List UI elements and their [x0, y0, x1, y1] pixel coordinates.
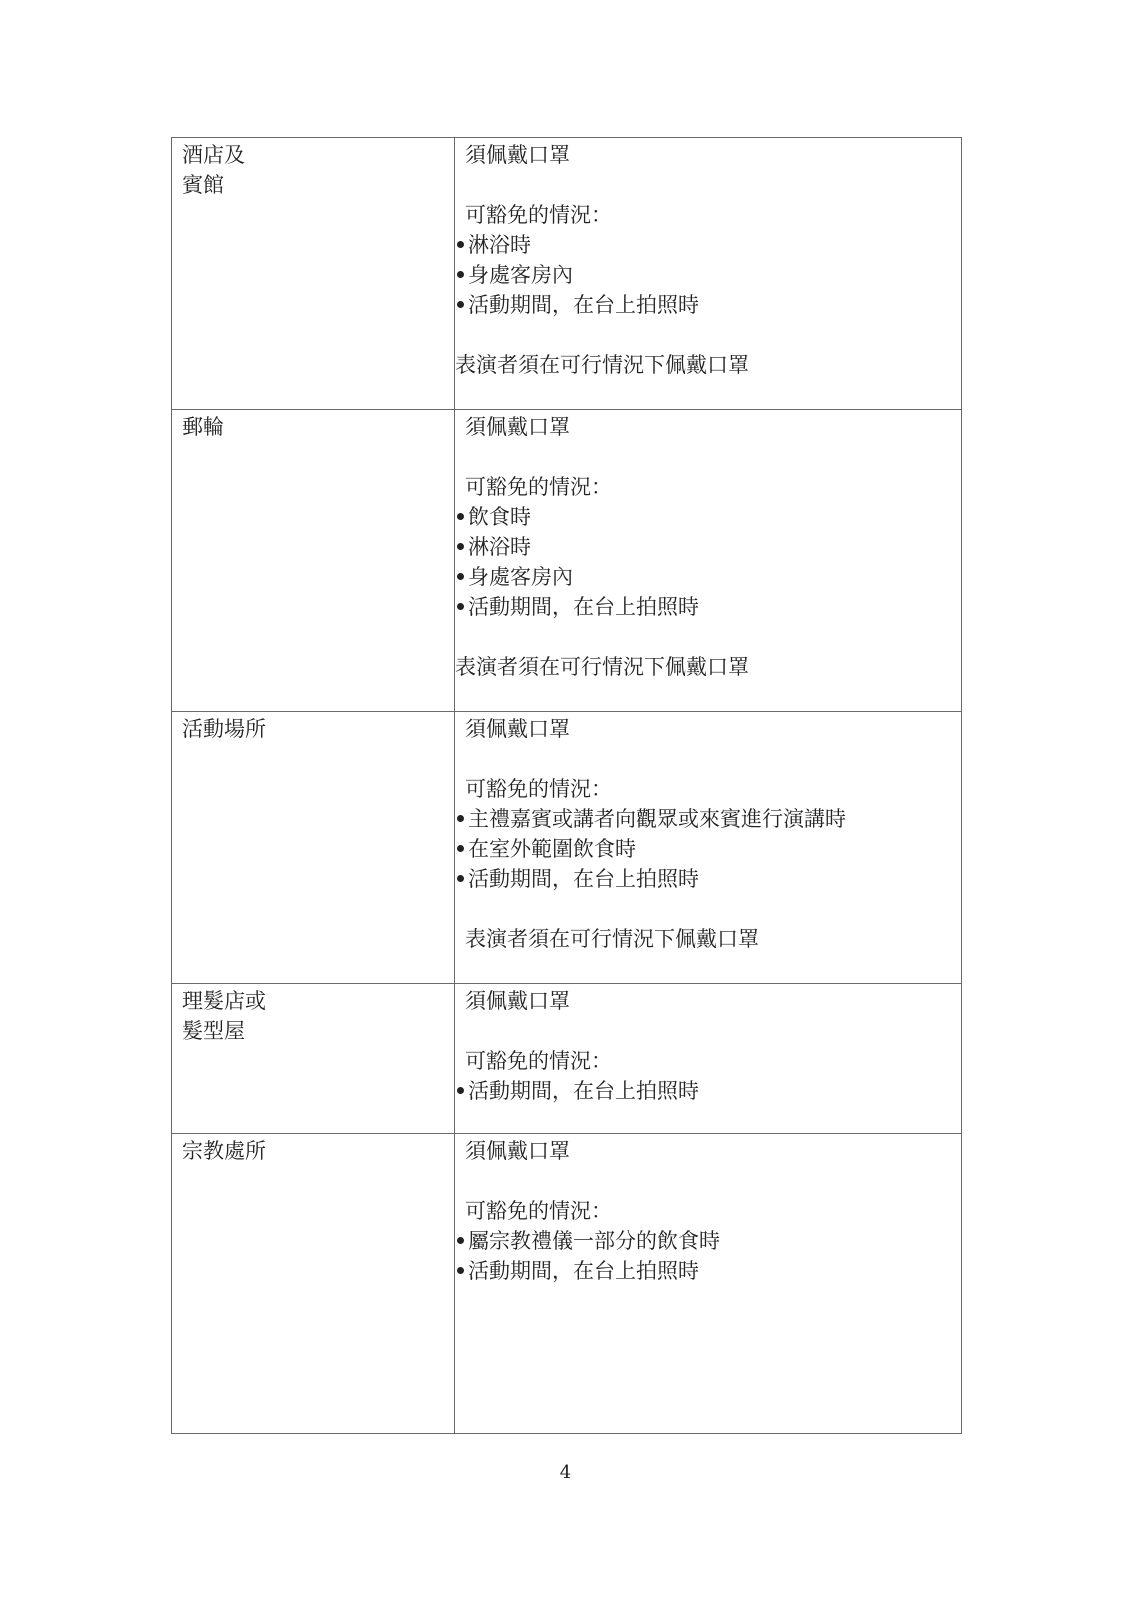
- table-row: [172, 984, 962, 1134]
- venue-cell: [172, 410, 455, 712]
- exemption-text: 活動期間，在台上拍照時: [468, 595, 699, 619]
- mask-requirement-table: [171, 137, 962, 1434]
- exemption-item: [455, 1256, 961, 1286]
- exemption-item: [455, 562, 961, 592]
- exemption-item: [455, 804, 961, 834]
- bullet-icon: [457, 301, 464, 308]
- exemption-text: 淋浴時: [468, 233, 531, 257]
- exemption-text: 淋浴時: [468, 535, 531, 559]
- exemption-item: [455, 230, 961, 260]
- exemption-heading: 可豁免的情況：: [465, 475, 612, 499]
- venue-cell: [172, 712, 455, 984]
- exemption-text: 活動期間，在台上拍照時: [468, 867, 699, 891]
- bullet-icon: [457, 513, 464, 520]
- venue-name-line: 活動場所: [182, 717, 266, 741]
- requirement-cell: [455, 410, 962, 712]
- bullet-icon: [457, 1237, 464, 1244]
- venue-name-line: 郵輪: [182, 415, 224, 439]
- venue-cell: [172, 1134, 455, 1434]
- exemption-heading: 可豁免的情況：: [465, 203, 612, 227]
- exemption-heading: 可豁免的情況：: [465, 777, 612, 801]
- exemption-text: 活動期間，在台上拍照時: [468, 1079, 699, 1103]
- requirement-text: 須佩戴口罩: [465, 143, 570, 167]
- requirement-cell: [455, 712, 962, 984]
- requirement-cell: [455, 1134, 962, 1434]
- exemption-item: [455, 1076, 961, 1106]
- venue-name-line: 宗教處所: [182, 1139, 266, 1163]
- exemption-item: [455, 864, 961, 894]
- exemption-text: 身處客房內: [468, 263, 573, 287]
- bullet-icon: [457, 815, 464, 822]
- exemption-text: 在室外範圍飲食時: [468, 837, 636, 861]
- table-row: [172, 410, 962, 712]
- requirement-text: 須佩戴口罩: [465, 415, 570, 439]
- exemption-text: 活動期間，在台上拍照時: [468, 1259, 699, 1283]
- exemption-item: [455, 290, 961, 320]
- venue-name-line: 賓館: [182, 173, 224, 197]
- exemption-item: [455, 532, 961, 562]
- bullet-icon: [457, 845, 464, 852]
- venue-name-line: 酒店及: [182, 143, 245, 167]
- exemption-item: [455, 502, 961, 532]
- exemption-item: [455, 1226, 961, 1256]
- page-number: 4: [559, 1462, 572, 1483]
- exemption-item: [455, 834, 961, 864]
- bullet-icon: [457, 271, 464, 278]
- bullet-icon: [457, 1267, 464, 1274]
- bullet-icon: [457, 1087, 464, 1094]
- exemption-text: 活動期間，在台上拍照時: [468, 293, 699, 317]
- table-row: [172, 1134, 962, 1434]
- performer-note: 表演者須在可行情況下佩戴口罩: [455, 353, 749, 377]
- bullet-icon: [457, 241, 464, 248]
- exemption-text: 身處客房內: [468, 565, 573, 589]
- exemption-heading: 可豁免的情況：: [465, 1199, 612, 1223]
- venue-name-line: 髮型屋: [182, 1019, 245, 1043]
- requirement-text: 須佩戴口罩: [465, 989, 570, 1013]
- bullet-icon: [457, 573, 464, 580]
- performer-note: 表演者須在可行情況下佩戴口罩: [455, 655, 749, 679]
- exemption-heading: 可豁免的情況：: [465, 1049, 612, 1073]
- exemption-text: 屬宗教禮儀一部分的飲食時: [468, 1229, 720, 1253]
- requirement-text: 須佩戴口罩: [465, 717, 570, 741]
- bullet-icon: [457, 875, 464, 882]
- table-row: [172, 138, 962, 410]
- table-row: [172, 712, 962, 984]
- venue-cell: [172, 984, 455, 1134]
- exemption-text: 飲食時: [468, 505, 531, 529]
- performer-note: 表演者須在可行情況下佩戴口罩: [465, 927, 759, 951]
- exemption-item: [455, 592, 961, 622]
- requirement-cell: [455, 138, 962, 410]
- venue-name-line: 理髮店或: [182, 989, 266, 1013]
- requirement-text: 須佩戴口罩: [465, 1139, 570, 1163]
- exemption-text: 主禮嘉賓或講者向觀眾或來賓進行演講時: [468, 807, 846, 831]
- exemption-item: [455, 260, 961, 290]
- bullet-icon: [457, 543, 464, 550]
- venue-cell: [172, 138, 455, 410]
- bullet-icon: [457, 603, 464, 610]
- requirement-cell: [455, 984, 962, 1134]
